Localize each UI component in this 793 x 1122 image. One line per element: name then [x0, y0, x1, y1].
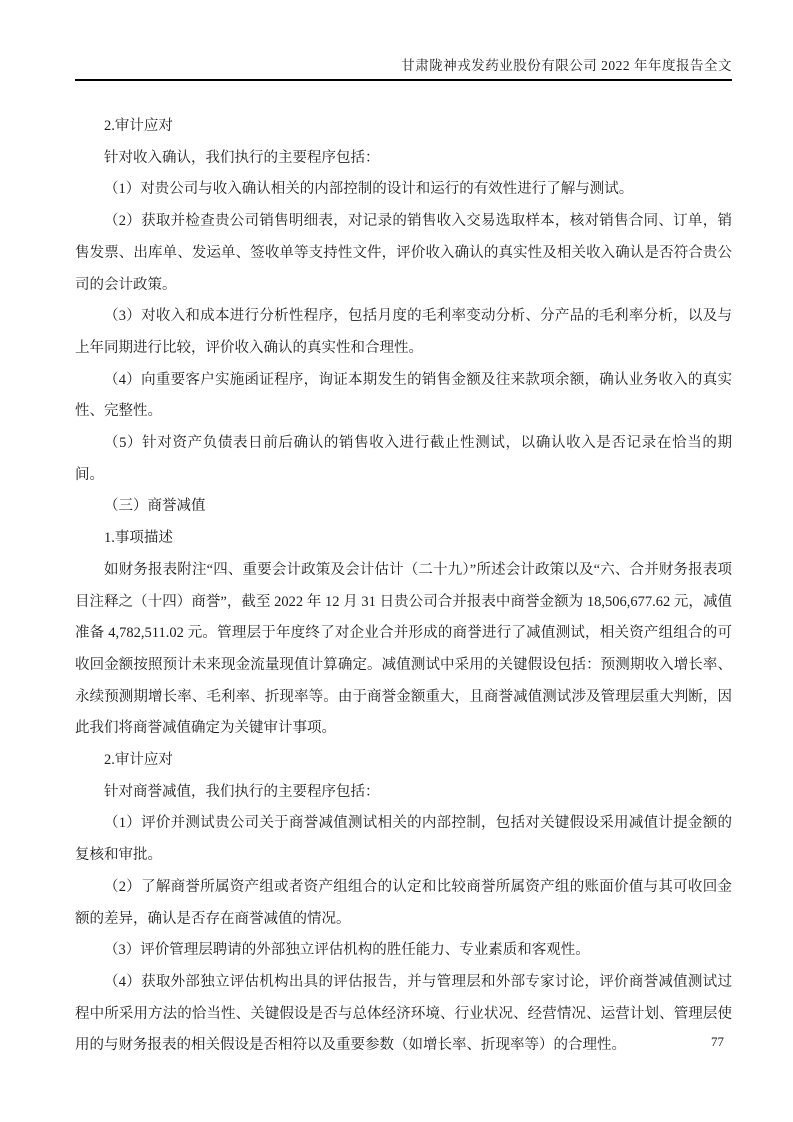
paragraph-revenue-item-4: （4）向重要客户实施函证程序，询证本期发生的销售金额及往来款项余额，确认业务收入的真实性、完整性。 — [75, 371, 732, 420]
page-number: 77 — [711, 1034, 724, 1049]
paragraph-revenue-item-2: （2）获取并检查贵公司销售明细表，对记录的销售收入交易选取样本，核对销售合同、订单，销售发票、出库单、发运单、签收单等支持性文件，评价收入确认的真实性及相关收入确认是否符合贵公司的会计政策。 — [75, 213, 732, 293]
paragraph-matter-description-heading: 1.事项描述 — [104, 530, 173, 547]
paragraph-goodwill-description: 如财务报表附注“四、重要会计政策及会计估计（二十九）”所述会计政策以及“六、合并财务报表项目注释之（十四）商誉”，截至 2022 年 12 月 31 日贵公司合并报表中商誉金额为 18,506,677.62 元，减值准备 4,782,511.02 元。管理层于年度终了对企业合并形成的商誉进行了减值测试，相关资产组组合的可收回金额按照预计未来现金流量现值计算确定。减值测试中采用的关键假设包括：预测期收入增长率、永续预测期增长率、毛利率、折现率等。由于商誉金额重大，且商誉减值测试涉及管理层重大判断，因此我们将商誉减值确定为关键审计事项。 — [75, 561, 732, 737]
paragraph-goodwill-section-heading: （三）商誉减值 — [104, 498, 206, 515]
paragraph-revenue-item-5: （5）针对资产负债表日前后确认的销售收入进行截止性测试，以确认收入是否记录在恰当的期间。 — [75, 435, 732, 483]
document-body — [75, 111, 732, 1062]
paragraph-revenue-procedures-intro: 针对收入确认，我们执行的主要程序包括： — [104, 149, 380, 166]
paragraph-revenue-item-3: （3）对收入和成本进行分析性程序，包括月度的毛利率变动分析、分产品的毛利率分析，以及与上年同期进行比较，评价收入确认的真实性和合理性。 — [75, 308, 732, 356]
paragraph-goodwill-item-3: （3）评价管理层聘请的外部独立评估机构的胜任能力、专业素质和客观性。 — [104, 942, 590, 959]
page-header — [75, 57, 732, 81]
paragraph-goodwill-audit-response-heading: 2.审计应对 — [104, 752, 173, 769]
paragraph-revenue-item-1: （1）对贵公司与收入确认相关的内部控制的设计和运行的有效性进行了解与测试。 — [104, 181, 634, 198]
paragraph-goodwill-item-1: （1）评价并测试贵公司关于商誉减值测试相关的内部控制，包括对关键假设采用减值计提金额的复核和审批。 — [75, 815, 732, 864]
paragraph-goodwill-item-4: （4）获取外部独立评估机构出具的评估报告，并与管理层和外部专家讨论，评价商誉减值测试过程中所采用方法的恰当性、关键假设是否与总体经济环境、行业状况、经营情况、运营计划、管理层使用的与财务报表的相关假设是否相符以及重要参数（如增长率、折现率等）的合理性。 — [75, 973, 732, 1054]
paragraph-goodwill-procedures-intro: 针对商誉减值，我们执行的主要程序包括： — [104, 783, 380, 800]
paragraph-goodwill-item-2: （2）了解商誉所属资产组或者资产组组合的认定和比较商誉所属资产组的账面价值与其可收回金额的差异，确认是否存在商誉减值的情况。 — [75, 878, 732, 927]
page-header-title: 甘肃陇神戎发药业股份有限公司 2022 年年度报告全文 — [401, 58, 732, 73]
paragraph-audit-response-heading: 2.审计应对 — [104, 118, 173, 134]
